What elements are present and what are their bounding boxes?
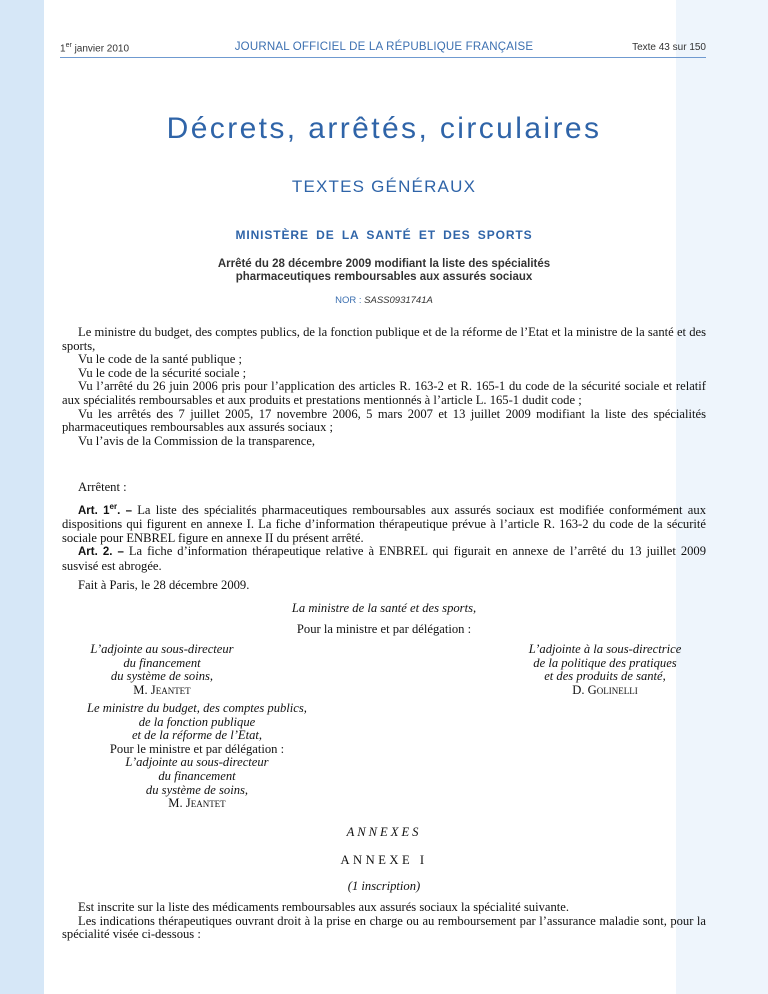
text-number: Texte 43 sur 150	[632, 42, 706, 53]
signature-budget-block	[62, 702, 332, 811]
annexes-heading: ANNEXES	[346, 825, 422, 839]
signature-name: M. Jeantet	[133, 682, 191, 697]
article-label: Art. 2. –	[78, 546, 124, 558]
signature-line: et de la réforme de l’Etat,	[131, 728, 263, 743]
signature-line: du financement	[158, 768, 236, 783]
signature-line: de la politique des pratiques	[533, 655, 677, 670]
signature-line: de la fonction publique	[138, 714, 256, 729]
annexe-1-heading: ANNEXE I	[340, 853, 428, 867]
arretent: Arrêtent :	[78, 480, 127, 494]
signature-line: et des produits de santé,	[544, 669, 666, 684]
annexe-paragraph: Est inscrite sur la liste des médicaments remboursables aux assurés sociaux la spécialité suivante.	[78, 900, 570, 914]
inscription-count: (1 inscription)	[347, 879, 421, 893]
article-label: Art. 1er. –	[78, 502, 132, 517]
header-date: 1er janvier 2010	[60, 42, 130, 55]
nor-reference	[0, 295, 768, 306]
header-rule	[60, 57, 706, 58]
arrete-title-line: Arrêté du 28 décembre 2009 modifiant la liste des spécialités	[217, 258, 551, 270]
annexe-1-text	[62, 901, 706, 942]
arrete-title-line: pharmaceutiques remboursables aux assurés sociaux	[235, 271, 533, 283]
signature-line: L’adjointe au sous-directeur	[90, 642, 234, 656]
preamble-paragraph: Vu l’arrêté du 26 juin 2006 pris pour l’application des articles R. 163-2 et R. 165-1 du code de la sécurité sociale et relatif aux spécialités remboursables et aux produits et prestations mentionnés à l’article L. 165-1 dudit code ;	[62, 379, 706, 407]
signature-line: du financement	[123, 655, 201, 670]
nor-label: NOR :	[335, 295, 362, 306]
preamble-paragraph: Le ministre du budget, des comptes publics, de la fonction publique et de la réforme de l’Etat et la ministre de la santé et des sports,	[62, 325, 706, 353]
signature-line: L’adjointe à la sous-directrice	[528, 642, 682, 656]
signature-minister: La ministre de la santé et des sports,	[291, 601, 477, 615]
ministry-name: MINISTÈRE DE LA SANTÉ ET DES SPORTS	[235, 228, 533, 242]
nor-value: SASS0931741A	[364, 295, 433, 306]
journal-name: JOURNAL OFFICIEL DE LA RÉPUBLIQUE FRANÇAISE	[234, 41, 534, 53]
preamble-paragraph: Vu les arrêtés des 7 juillet 2005, 17 novembre 2006, 5 mars 2007 et 13 juillet 2009 modifiant la liste des spécialités pharmaceutiques remboursables aux assurés sociaux ;	[62, 406, 706, 435]
signature-line: du système de soins,	[145, 782, 249, 797]
signature-name: D. Golinelli	[572, 682, 638, 697]
article-1	[62, 500, 706, 546]
section-title: TEXTES GÉNÉRAUX	[291, 177, 477, 196]
signature-line: du système de soins,	[110, 669, 214, 684]
preamble-paragraph: Vu l’avis de la Commission de la transparence,	[78, 433, 316, 448]
preamble-paragraph: Vu le code de la sécurité sociale ;	[78, 365, 247, 380]
page-title: Décrets, arrêtés, circulaires	[166, 112, 602, 145]
preamble	[62, 326, 706, 448]
article-text: La liste des spécialités pharmaceutiques remboursables aux assurés sociaux est modifiée conformément aux dispositions qui figurent en annexe I. La fiche d’information thérapeutique prévue à l’article R. 163-2 du code de la sécurité sociale pour ENBREL figure en annexe II du présent arrêté.	[62, 502, 706, 546]
signature-delegation: Pour la ministre et par délégation :	[296, 622, 472, 636]
signature-right-block	[500, 643, 710, 697]
signature-name: M. Jeantet	[168, 796, 226, 811]
signature-left-block	[62, 643, 262, 697]
annexe-paragraph: Les indications thérapeutiques ouvrant droit à la prise en charge ou au remboursement par l’assurance maladie sont, pour la spécialité visée ci-dessous :	[62, 913, 706, 942]
fait-a-paris: Fait à Paris, le 28 décembre 2009.	[78, 578, 250, 592]
article-text: La fiche d’information thérapeutique relative à ENBREL qui figurait en annexe de l’arrêté du 13 juillet 2009 susvisé est abrogée.	[62, 544, 707, 573]
arrete-title	[0, 258, 768, 284]
article-2	[62, 545, 706, 573]
preamble-paragraph: Vu le code de la santé publique ;	[78, 352, 242, 367]
signature-line: L’adjointe au sous-directeur	[125, 755, 269, 770]
signature-delegation: Pour le ministre et par délégation :	[109, 741, 285, 756]
signature-line: Le ministre du budget, des comptes publics,	[87, 701, 307, 715]
